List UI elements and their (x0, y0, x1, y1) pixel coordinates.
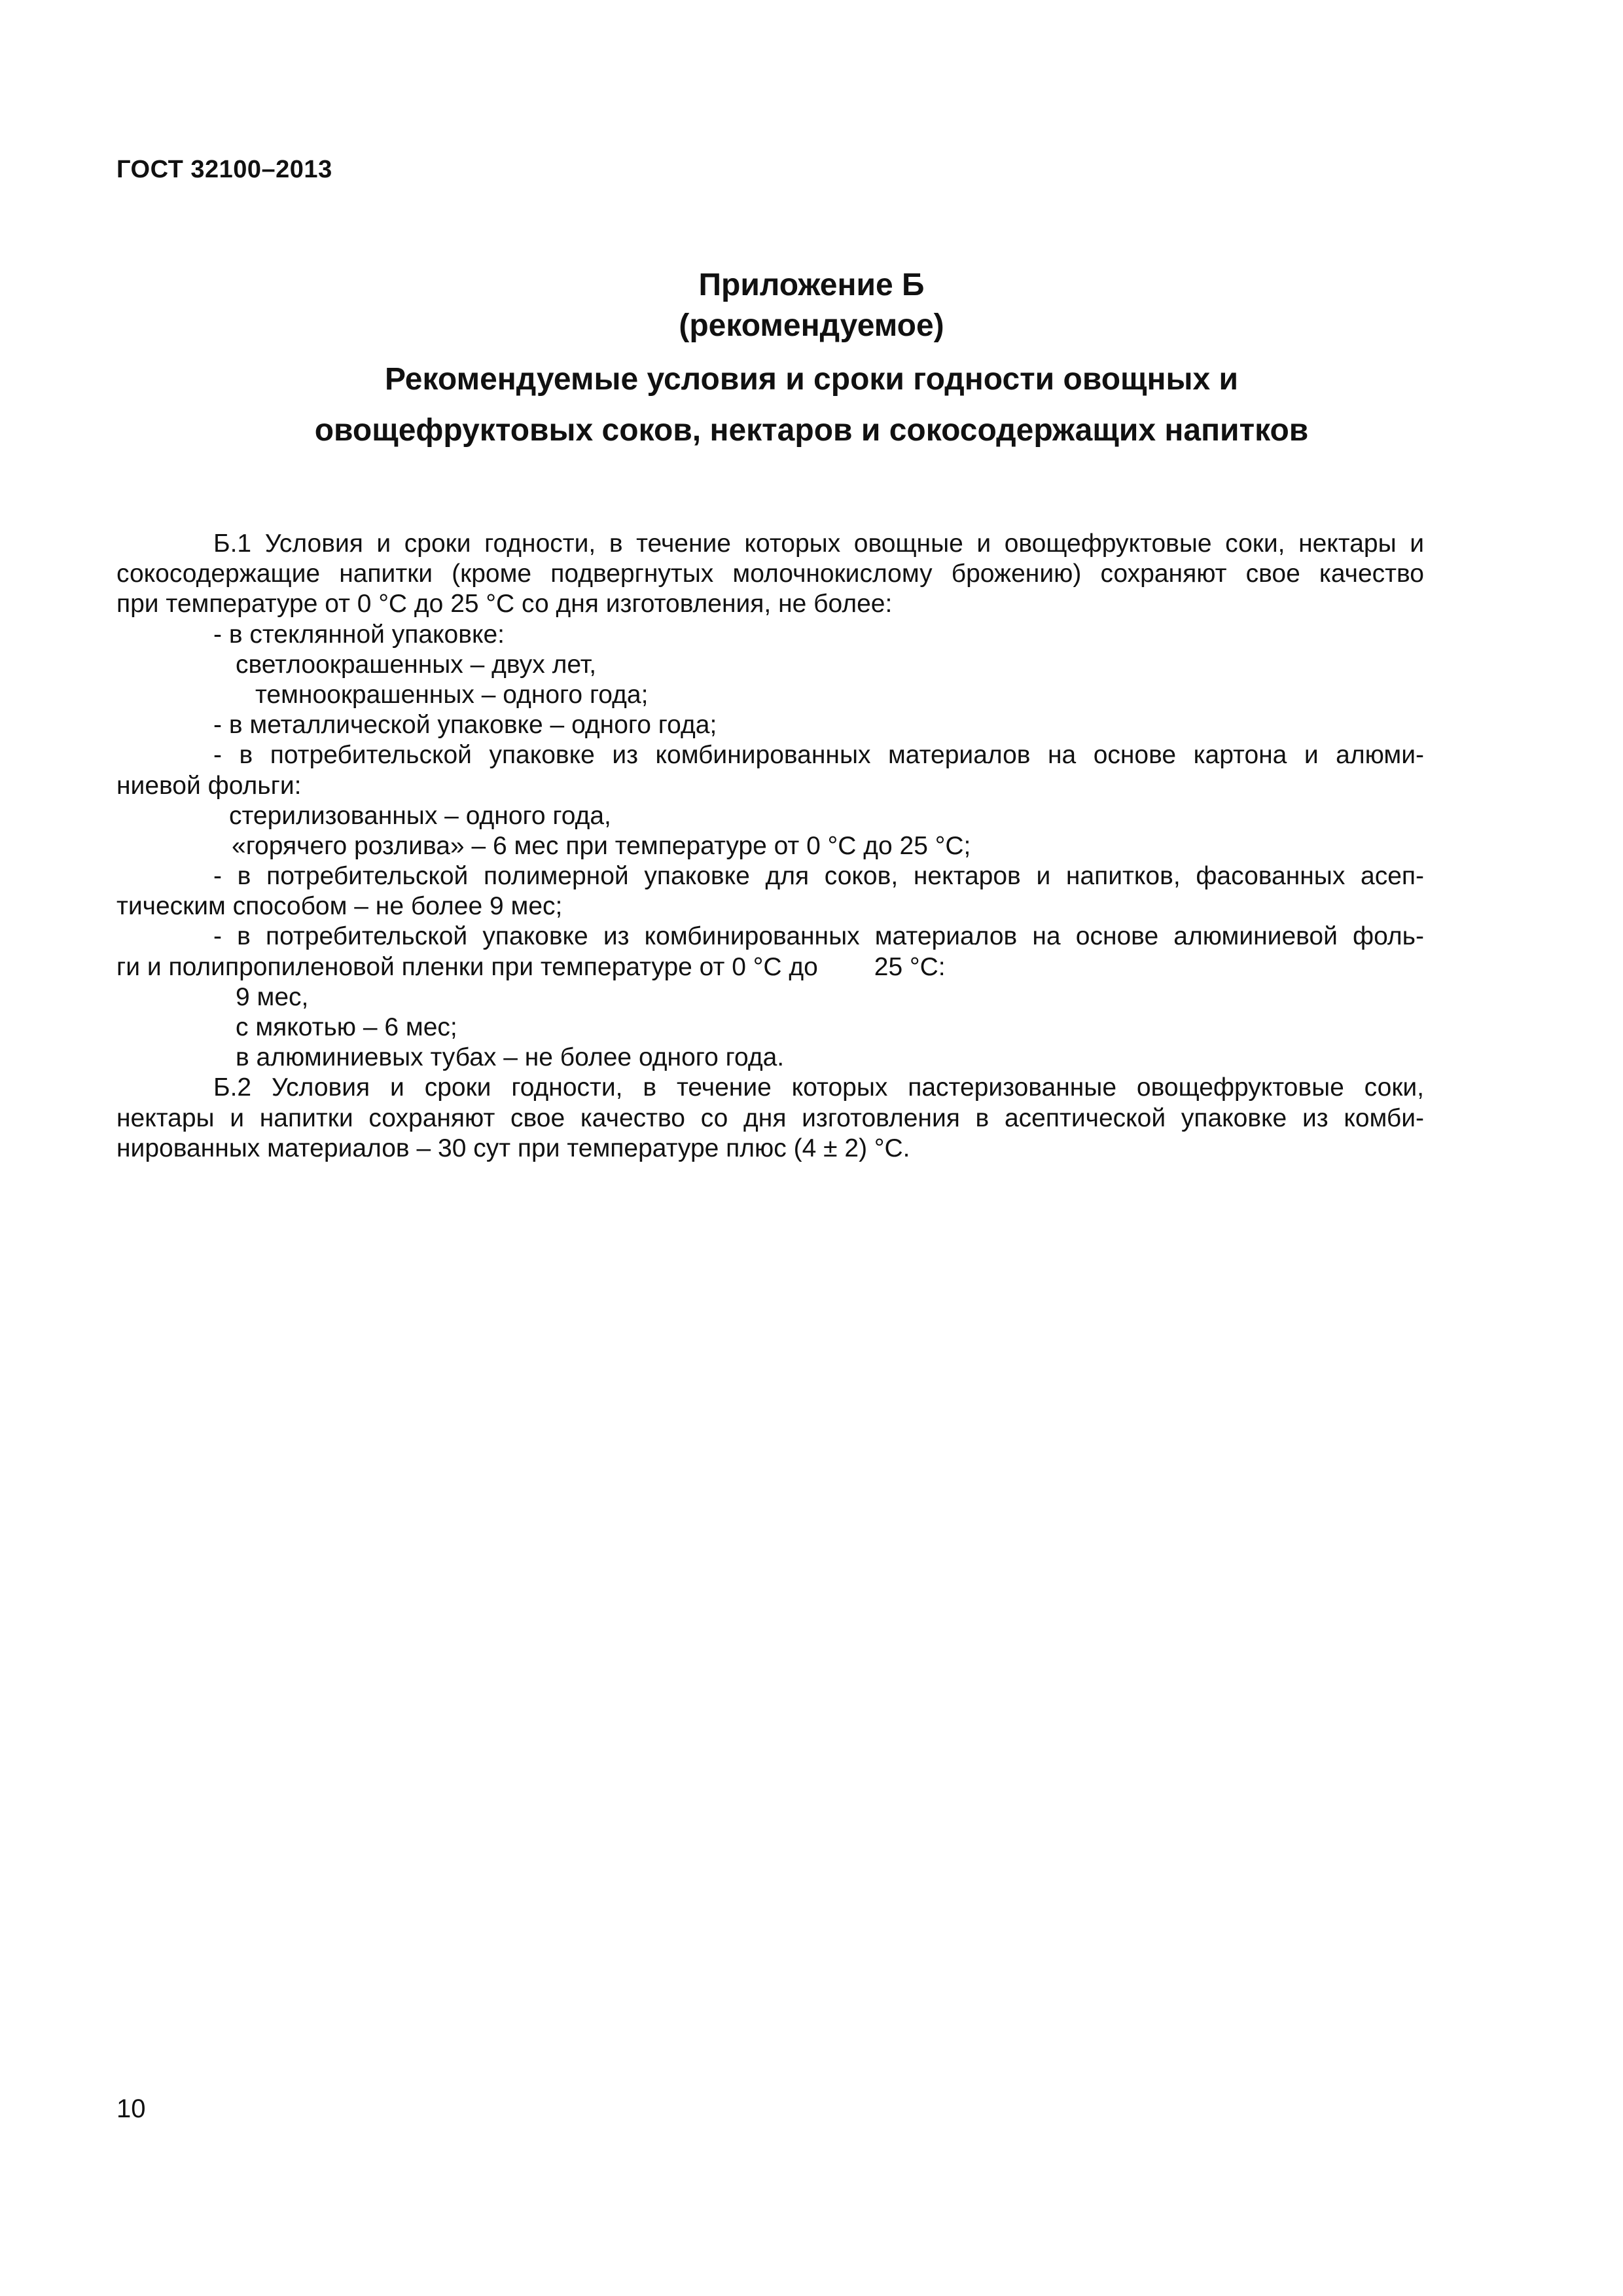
document-code: ГОСТ 32100–2013 (116, 156, 332, 183)
list-item-foil-film: - в потребительской упаковке из комбинированных материалов на основе алюминиевой фоль- (213, 922, 1424, 951)
paragraph-b2-line: Б.2 Условия и сроки годности, в течение которых пастеризованные овощефруктовые соки, (213, 1073, 1424, 1102)
list-item-polymer-cont: тическим способом – не более 9 мес; (116, 892, 563, 921)
appendix-body (116, 529, 1424, 1164)
list-item-foil-film-cont (116, 952, 1424, 982)
sub-item-dark: темноокрашенных – одного года; (255, 680, 649, 709)
appendix-status: (рекомендуемое) (679, 308, 944, 343)
sub-item-pulp: с мякотью – 6 мес; (236, 1013, 457, 1041)
sub-item-9-months: 9 мес, (236, 982, 309, 1011)
list-item-polymer: - в потребительской полимерной упаковке для соков, нектаров и напитков, фасованных асеп- (213, 862, 1424, 891)
temperature-upper-text: 25 °С: (874, 952, 946, 981)
sub-item-sterilized: стерилизованных – одного года, (229, 801, 611, 830)
paragraph-b1-line: Б.1 Условия и сроки годности, в течение которых овощные и овощефруктовые соки, нектары и (213, 529, 1424, 558)
sub-item-hot-fill: «горячего розлива» – 6 мес при температуре от 0 °С до 25 °С; (232, 831, 971, 860)
paragraph-b2-line: нектары и напитки сохраняют свое качество со дня изготовления в асептической упаковке из комби- (116, 1103, 1424, 1132)
list-item-glass: - в стеклянной упаковке: (213, 620, 505, 649)
paragraph-b1-line: сокосодержащие напитки (кроме подвергнутых молочнокислому брожению) сохраняют свое качество (116, 560, 1424, 588)
paragraph-b1-line: при температуре от 0 °С до 25 °С со дня изготовления, не более: (116, 590, 893, 619)
appendix-title-line-2: овощефруктовых соков, нектаров и сокосодержащих напитков (314, 413, 1309, 448)
temperature-range-text: ги и полипропиленовой пленки при температуре от 0 °С до (116, 952, 818, 981)
list-item-carton: - в потребительской упаковке из комбинированных материалов на основе картона и алюми- (213, 741, 1424, 770)
paragraph-b2-line: нированных материалов – 30 сут при температуре плюс (4 ± 2) °С. (116, 1134, 910, 1162)
page-number: 10 (116, 2094, 146, 2123)
sub-item-tubes: в алюминиевых тубах – не более одного года. (236, 1043, 785, 1072)
sub-item-light: светлоокрашенных – двух лет, (236, 650, 597, 679)
appendix-label: Приложение Б (698, 268, 925, 302)
appendix-title-line-1: Рекомендуемые условия и сроки годности овощных и (384, 362, 1239, 397)
list-item-carton-cont: ниевой фольги: (116, 771, 302, 800)
list-item-metal: - в металлической упаковке – одного года; (213, 711, 717, 740)
